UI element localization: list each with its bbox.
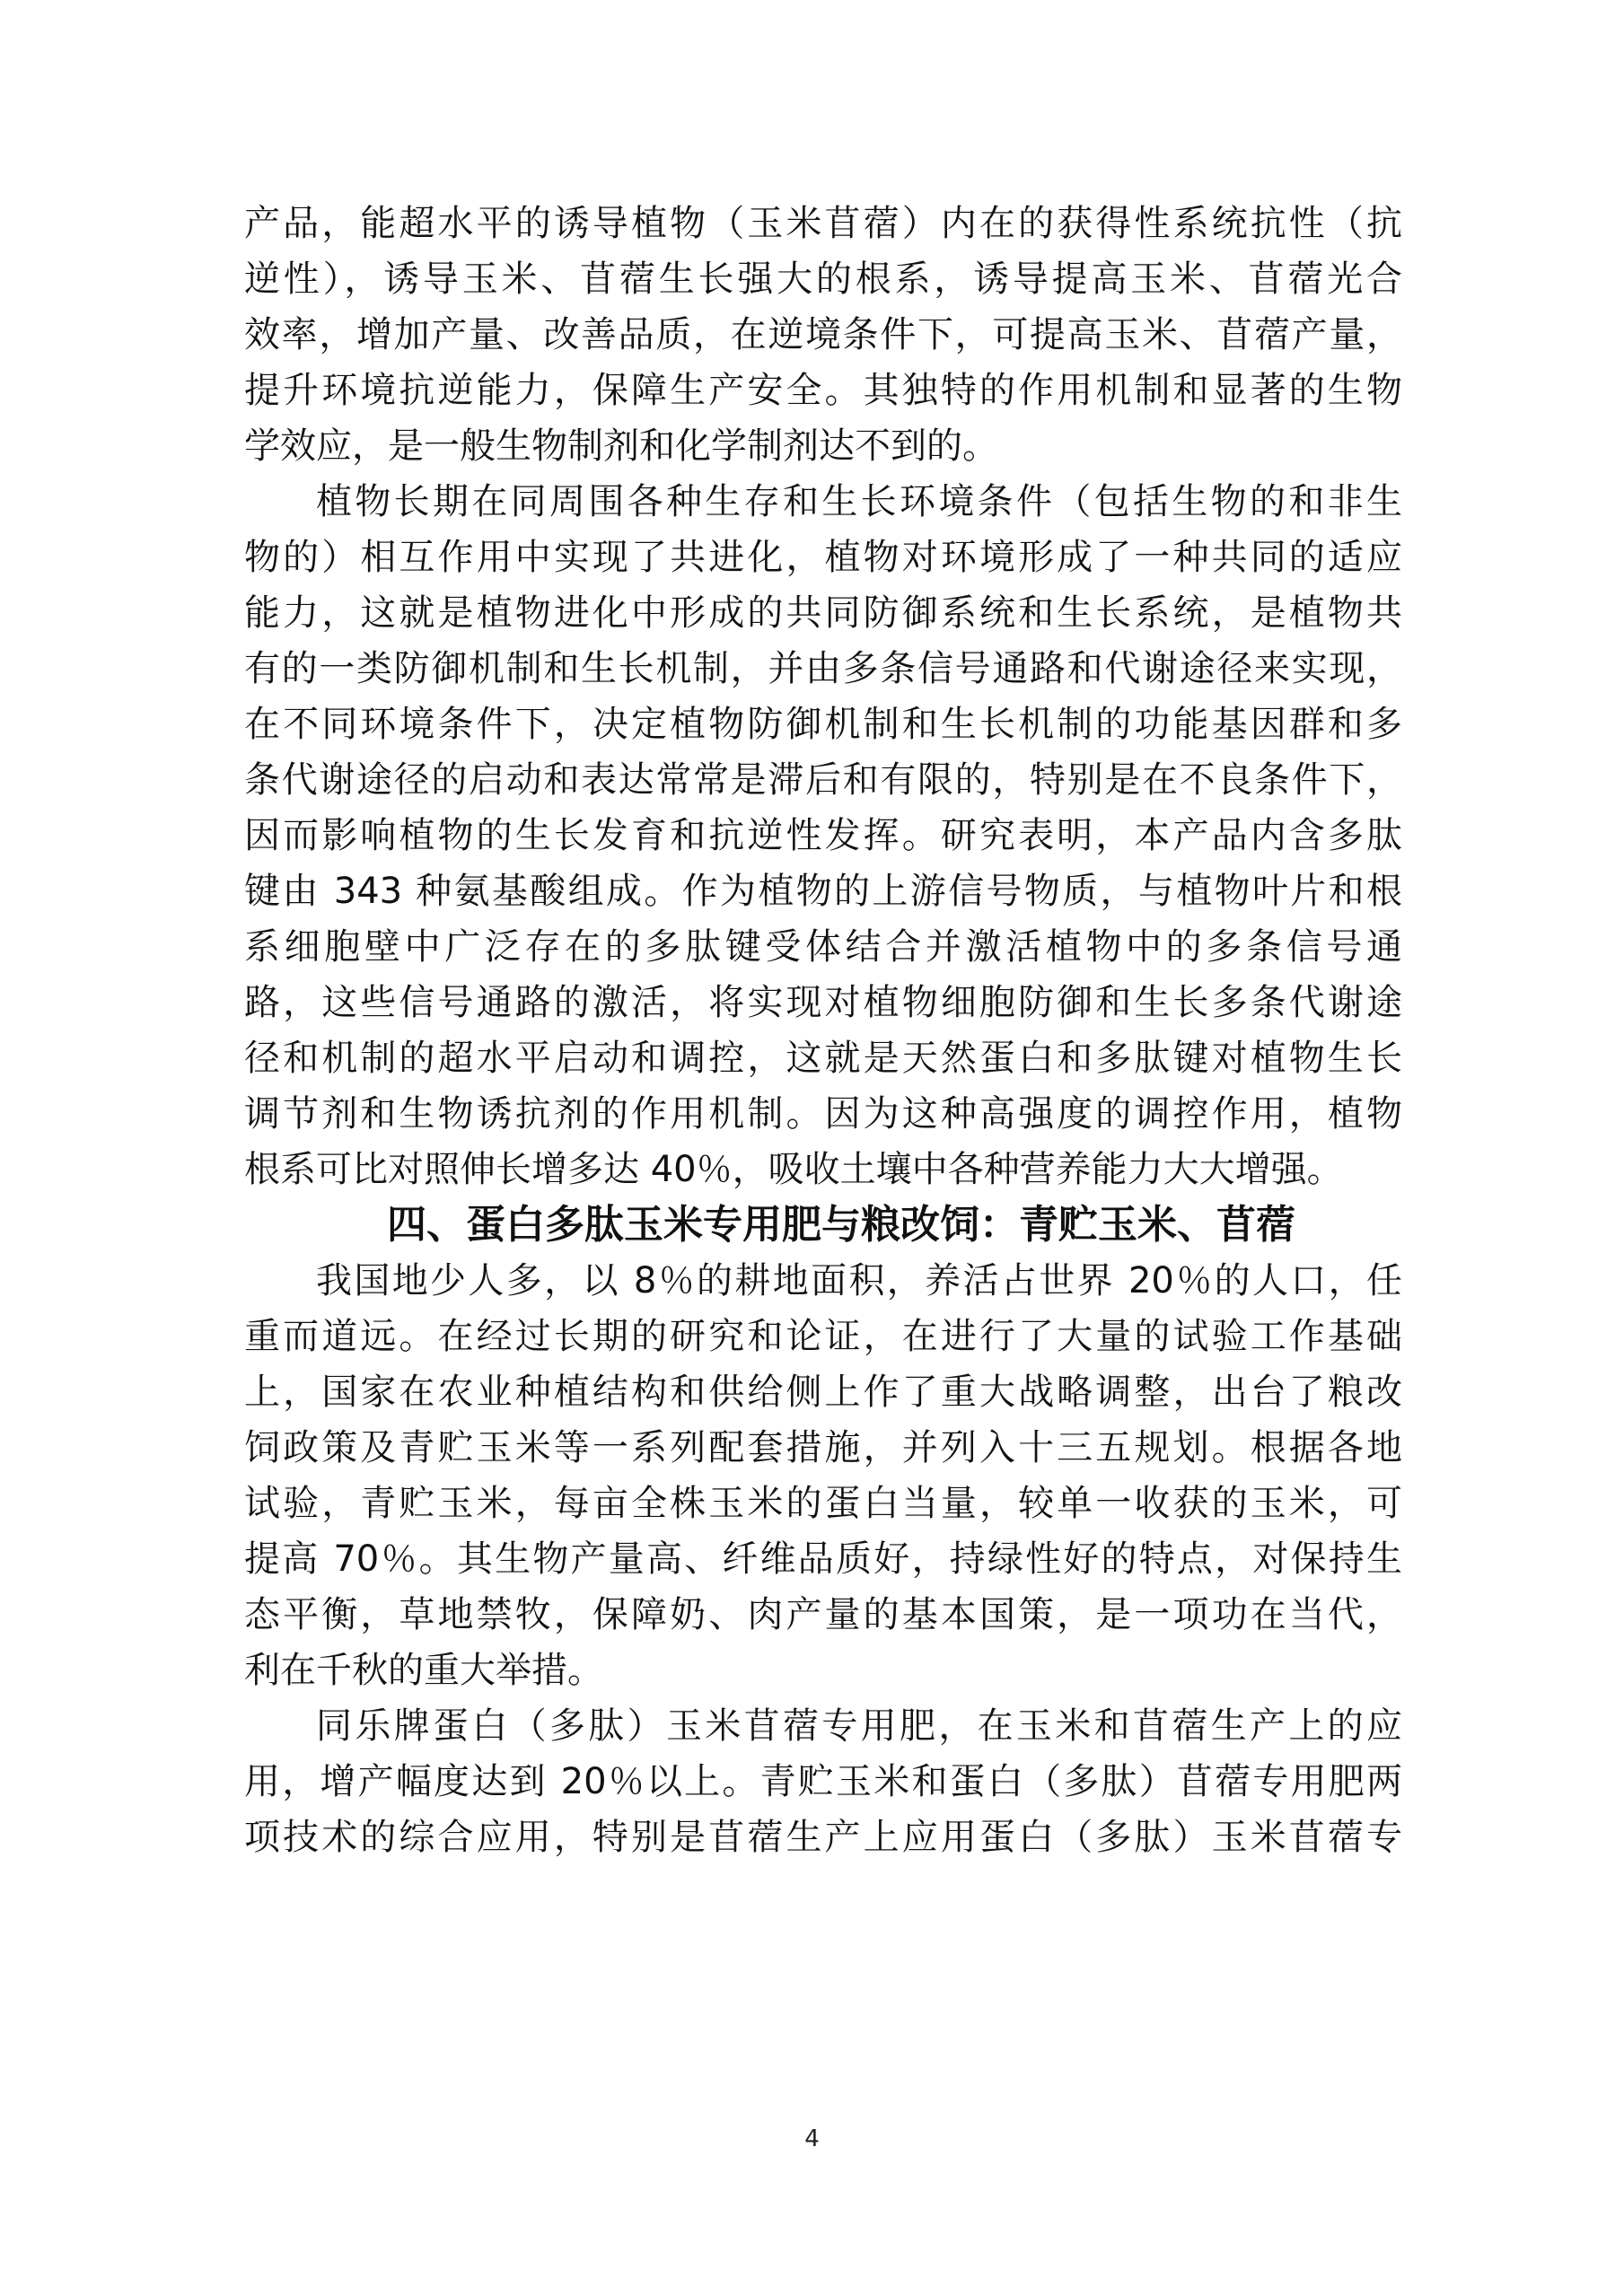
text-line: 同乐牌蛋白（多肽）玉米苜蓿专用肥，在玉米和苜蓿生产上的应 — [316, 1705, 1402, 1747]
paragraph-continued — [244, 196, 1402, 474]
text-line: 因而影响植物的生长发育和抗逆性发挥。研究表明，本产品内含多肽 — [244, 815, 1402, 856]
text-line: 根系可比对照伸长增多达 40％，吸收土壤中各种营养能力大大增强。 — [244, 1149, 1343, 1190]
text-line: 系细胞壁中广泛存在的多肽键受体结合并激活植物中的多条信号通 — [244, 926, 1402, 968]
text-line: 有的一类防御机制和生长机制，并由多条信号通路和代谢途径来实现， — [244, 648, 1402, 689]
text-line: 试验，青贮玉米，每亩全株玉米的蛋白当量，较单一收获的玉米，可 — [244, 1483, 1402, 1524]
text-line: 键由 343 种氨基酸组成。作为植物的上游信号物质，与植物叶片和根 — [244, 871, 1402, 912]
text-line: 径和机制的超水平启动和调控，这就是天然蛋白和多肽键对植物生长 — [244, 1038, 1402, 1079]
text-line: 植物长期在同周围各种生存和生长环境条件（包括生物的和非生 — [316, 481, 1402, 522]
text-line: 在不同环境条件下，决定植物防御机制和生长机制的功能基因群和多 — [244, 704, 1402, 745]
text-line: 调节剂和生物诱抗剂的作用机制。因为这种高强度的调控作用，植物 — [244, 1093, 1402, 1135]
page-number: 4 — [804, 2125, 820, 2152]
text-line: 态平衡，草地禁牧，保障奶、肉产量的基本国策，是一项功在当代， — [244, 1594, 1402, 1635]
text-line: 产品，能超水平的诱导植物（玉米苜蓿）内在的获得性系统抗性（抗 — [244, 203, 1402, 244]
section-heading: 四、蛋白多肽玉米专用肥与粮改饲：青贮玉米、苜蓿 — [387, 1202, 1295, 1248]
text-line: 条代谢途径的启动和表达常常是滞后和有限的，特别是在不良条件下， — [244, 759, 1402, 801]
text-line: 提升环境抗逆能力，保障生产安全。其独特的作用机制和显著的生物 — [244, 370, 1402, 411]
text-line: 效率，增加产量、改善品质，在逆境条件下，可提高玉米、苜蓿产量， — [244, 314, 1402, 355]
text-line: 上，国家在农业种植结构和供给侧上作了重大战略调整，出台了粮改 — [244, 1371, 1402, 1413]
text-line: 项技术的综合应用，特别是苜蓿生产上应用蛋白（多肽）玉米苜蓿专 — [244, 1817, 1402, 1858]
text-line: 用，增产幅度达到 20％以上。青贮玉米和蛋白（多肽）苜蓿专用肥两 — [244, 1761, 1402, 1802]
text-line: 能力，这就是植物进化中形成的共同防御系统和生长系统，是植物共 — [244, 592, 1402, 634]
text-line: 学效应，是一般生物制剂和化学制剂达不到的。 — [244, 425, 998, 467]
text-line: 利在千秋的重大举措。 — [244, 1650, 603, 1691]
paragraph-product — [244, 1698, 1402, 1865]
paragraph-mechanism — [244, 474, 1402, 1197]
body-text — [244, 196, 1402, 1865]
text-line: 逆性），诱导玉米、苜蓿生长强大的根系，诱导提高玉米、苜蓿光合 — [244, 259, 1402, 300]
text-line: 路，这些信号通路的激活，将实现对植物细胞防御和生长多条代谢途 — [244, 982, 1402, 1023]
text-line: 提高 70％。其生物产量高、纤维品质好，持绿性好的特点，对保持生 — [244, 1538, 1402, 1580]
paragraph-policy — [244, 1253, 1402, 1698]
text-line: 我国地少人多，以 8％的耕地面积，养活占世界 20％的人口，任 — [316, 1260, 1402, 1301]
text-line: 重而道远。在经过长期的研究和论证，在进行了大量的试验工作基础 — [244, 1316, 1402, 1357]
text-line: 物的）相互作用中实现了共进化，植物对环境形成了一种共同的适应 — [244, 537, 1402, 578]
text-line: 饲政策及青贮玉米等一系列配套措施，并列入十三五规划。根据各地 — [244, 1427, 1402, 1468]
